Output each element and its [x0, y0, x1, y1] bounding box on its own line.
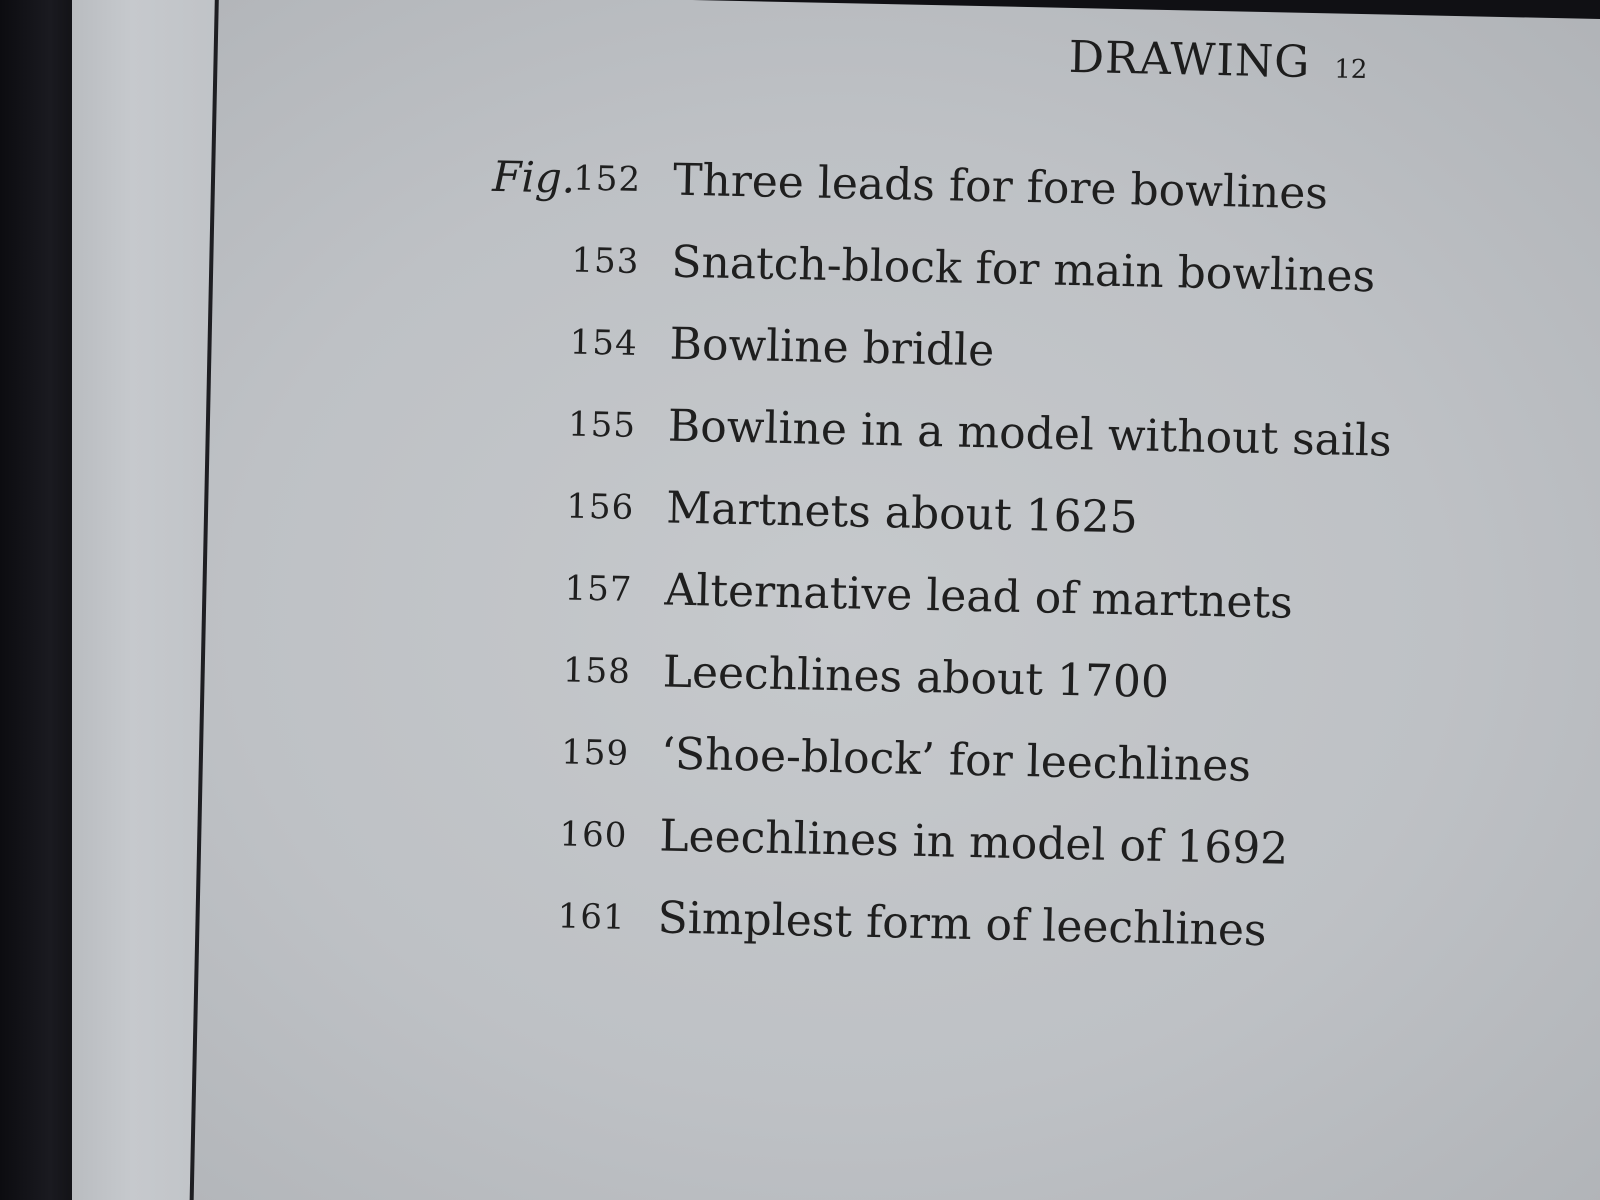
figure-caption: Snatch-block for main bowlines — [670, 236, 1376, 303]
running-header — [1068, 32, 1368, 89]
figure-list — [475, 136, 1398, 975]
figure-caption: Alternative lead of martnets — [663, 564, 1294, 629]
figure-number: 153 — [571, 240, 640, 282]
header-title: DRAWING — [1068, 31, 1311, 88]
figure-caption: Bowline bridle — [669, 318, 995, 377]
figure-number: 152 — [572, 158, 642, 200]
figure-number: 155 — [567, 404, 637, 446]
figure-number: 158 — [562, 650, 632, 692]
figure-caption: Three leads for fore bowlines — [672, 154, 1329, 220]
figure-caption: ‘Shoe-block’ for leechlines — [660, 728, 1252, 792]
figure-number: 161 — [557, 896, 627, 938]
figure-caption: Martnets about 1625 — [665, 482, 1139, 544]
figure-caption: Simplest form of leechlines — [657, 892, 1268, 957]
figure-number: 157 — [564, 568, 633, 610]
figure-entry — [475, 874, 1382, 975]
figure-number: 156 — [565, 486, 635, 528]
figure-caption: Leechlines in model of 1692 — [658, 810, 1289, 875]
fig-prefix: Fig. — [491, 151, 576, 203]
header-number: 12 — [1333, 54, 1368, 86]
figure-caption: Bowline in a model without sails — [667, 400, 1393, 467]
figure-number: 159 — [560, 732, 630, 774]
figure-caption: Leechlines about 1700 — [662, 646, 1170, 709]
figure-number: 160 — [559, 814, 628, 856]
book-page — [189, 0, 1600, 1200]
figure-number: 154 — [569, 322, 639, 364]
